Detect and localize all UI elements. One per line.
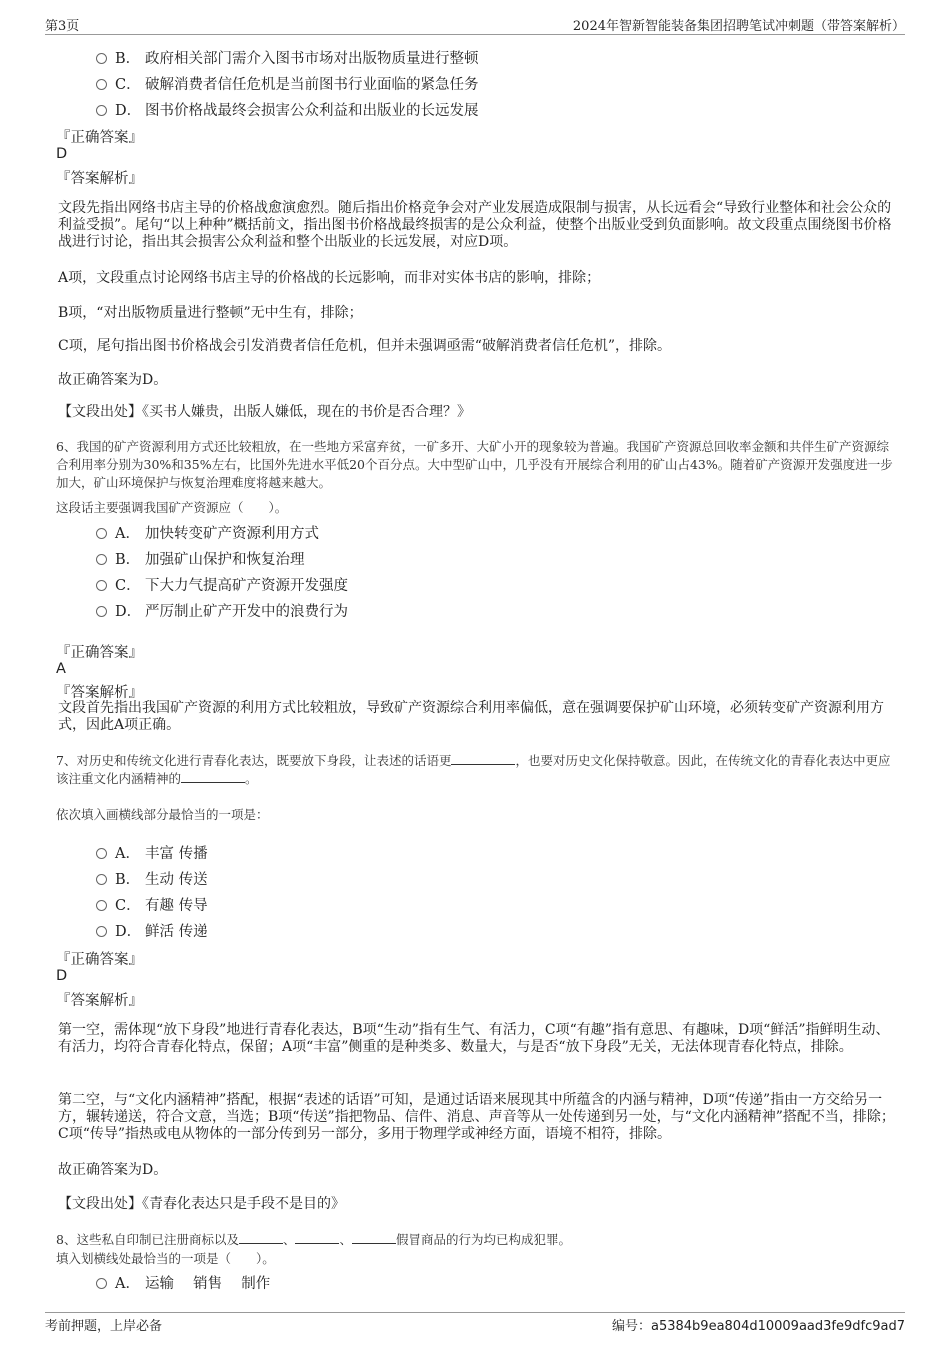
radio-icon[interactable]: [96, 105, 107, 116]
q6-answer-label: 『正确答案』: [56, 645, 143, 661]
q8-option-a[interactable]: A． 运输 销售 制作: [96, 1272, 270, 1293]
q5-analysis-label: 『答案解析』: [56, 171, 143, 187]
q6-analysis: 文段首先指出我国矿产资源的利用方式比较粗放，导致矿产资源综合利用率偏低，意在强调要保护矿山环境，必须转变矿产资源利用方式，因此A项正确。: [58, 700, 884, 733]
page-header: [45, 14, 905, 35]
q5-option-d[interactable]: D． 图书价格战最终会损害公众利益和出版业的长远发展: [96, 99, 479, 120]
q7-option-a[interactable]: A． 丰富 传播: [96, 842, 208, 863]
radio-icon[interactable]: [96, 848, 107, 859]
q7-option-d[interactable]: D． 鲜活 传递: [96, 920, 208, 941]
q7-conclusion: 故正确答案为D。: [58, 1162, 168, 1178]
q7-answer: D: [56, 968, 68, 984]
q6-option-d[interactable]: D． 严厉制止矿产开发中的浪费行为: [96, 600, 348, 621]
q7-stem: 7、对历史和传统文化进行青春化表达，既要放下身段，让表述的话语更 ，也要对历史文化保持敬意。因此，在传统文化的青春化表达中更应该注重文化内涵精神的 。: [56, 753, 891, 786]
document-title: 2024年智新智能装备集团招聘笔试冲刺题（带答案解析）: [572, 19, 905, 34]
blank-line: [352, 1231, 396, 1244]
q5-analysis-option-a: A项，文段重点讨论网络书店主导的价格战的长远影响，而非对实体书店的影响，排除；: [58, 270, 601, 286]
radio-icon[interactable]: [96, 53, 107, 64]
q6-stem: 6、我国的矿产资源利用方式还比较粗放，在一些地方采富弃贫，一矿多开、大矿小开的现象较为普遍。我国矿产资源总回收率金额和共伴生矿产资源综合利用率分别为30%和35%左右，比国外先进水平低20个百分点。大中型矿山中，几乎没有开展综合利用的矿山占43%。随着矿产资源开发强度进一步加大，矿山环境保护与恢复治理难度将越来越大。: [56, 439, 893, 490]
q8-stem: 8、这些私自印制已注册商标以及 、 、 假冒商品的行为均已构成犯罪。: [56, 1232, 572, 1247]
radio-icon[interactable]: [96, 926, 107, 937]
radio-icon[interactable]: [96, 528, 107, 539]
q6-answer: A: [56, 661, 66, 677]
q7-option-c[interactable]: C． 有趣 传导: [96, 894, 208, 915]
blank-line: [451, 752, 515, 765]
radio-icon[interactable]: [96, 606, 107, 617]
q5-option-b[interactable]: B． 政府相关部门需介入图书市场对出版物质量进行整顿: [96, 47, 479, 68]
q7-answer-label: 『正确答案』: [56, 952, 143, 968]
q5-conclusion: 故正确答案为D。: [58, 372, 168, 388]
page-number: 第3页: [45, 19, 80, 34]
q6-question: 这段话主要强调我国矿产资源应（ ）。: [56, 500, 288, 515]
q7-option-b[interactable]: B． 生动 传送: [96, 868, 208, 889]
q7-analysis-first-blank: 第一空，需体现“放下身段”地进行青春化表达，B项“生动”指有生气、有活力，C项“有趣”指有意思、有趣味，D项“鲜活”指鲜明生动、有活力，均符合青春化特点，保留；A项“丰富”侧重的是种类多、数量大，与是否“放下身段”无关，无法体现青春化特点，排除。: [58, 1022, 890, 1055]
radio-icon[interactable]: [96, 79, 107, 90]
q5-source: 【文段出处】《买书人嫌贵，出版人嫌低，现在的书价是否合理？》: [58, 404, 471, 420]
radio-icon[interactable]: [96, 554, 107, 565]
q7-question: 依次填入画横线部分最恰当的一项是：: [56, 807, 269, 822]
q8-question: 填入划横线处最恰当的一项是（ ）。: [56, 1251, 275, 1266]
q6-analysis-label: 『答案解析』: [56, 685, 143, 701]
blank-line: [181, 770, 245, 783]
q6-option-a[interactable]: A． 加快转变矿产资源利用方式: [96, 522, 319, 543]
page-footer: [45, 1312, 905, 1333]
q7-source: 【文段出处】《青春化表达只是手段不是目的》: [58, 1196, 345, 1212]
q5-answer: D: [56, 146, 68, 162]
q5-analysis-paragraph: 文段先指出网络书店主导的价格战愈演愈烈。随后指出价格竞争会对产业发展造成限制与损害，从长远看会“导致行业整体和社会公众的利益受损”。尾句“以上种种”概括前文，指出图书价格战最终损害的是公众利益，使整个出版业受到负面影响。故文段重点围绕图书价格战进行讨论，指出其会损害公众利益和整个出版业的长远发展，对应D项。: [58, 200, 892, 250]
radio-icon[interactable]: [96, 900, 107, 911]
footer-slogan: 考前押题，上岸必备: [45, 1319, 163, 1334]
document-code: 编号：a5384b9ea804d10009aad3fe9dfc9ad7: [611, 1319, 905, 1334]
q6-option-b[interactable]: B． 加强矿山保护和恢复治理: [96, 548, 305, 569]
blank-line: [239, 1231, 283, 1244]
q5-analysis-option-b: B项，“对出版物质量进行整顿”无中生有，排除；: [58, 305, 363, 321]
q6-option-c[interactable]: C． 下大力气提高矿产资源开发强度: [96, 574, 348, 595]
q5-analysis-option-c: C项，尾句指出图书价格战会引发消费者信任危机，但并未强调亟需“破解消费者信任危机”，排除。: [58, 338, 672, 354]
q7-analysis-second-blank: 第二空，与“文化内涵精神”搭配，根据“表述的话语”可知，是通过话语来展现其中所蕴含的内涵与精神，D项“传递”指由一方交给另一方，辗转递送，符合文意，当选；B项“传送”指把物品、信件、消息、声音等从一处传递到另一处，与“文化内涵精神”搭配不当，排除；C项“传导”指热或电从物体的一部分传到另一部分，多用于物理学或神经方面，语境不相符，排除。: [58, 1092, 895, 1142]
radio-icon[interactable]: [96, 874, 107, 885]
radio-icon[interactable]: [96, 1278, 107, 1289]
q5-answer-label: 『正确答案』: [56, 130, 143, 146]
radio-icon[interactable]: [96, 580, 107, 591]
blank-line: [295, 1231, 339, 1244]
q5-option-c[interactable]: C． 破解消费者信任危机是当前图书行业面临的紧急任务: [96, 73, 479, 94]
q7-analysis-label: 『答案解析』: [56, 993, 143, 1009]
